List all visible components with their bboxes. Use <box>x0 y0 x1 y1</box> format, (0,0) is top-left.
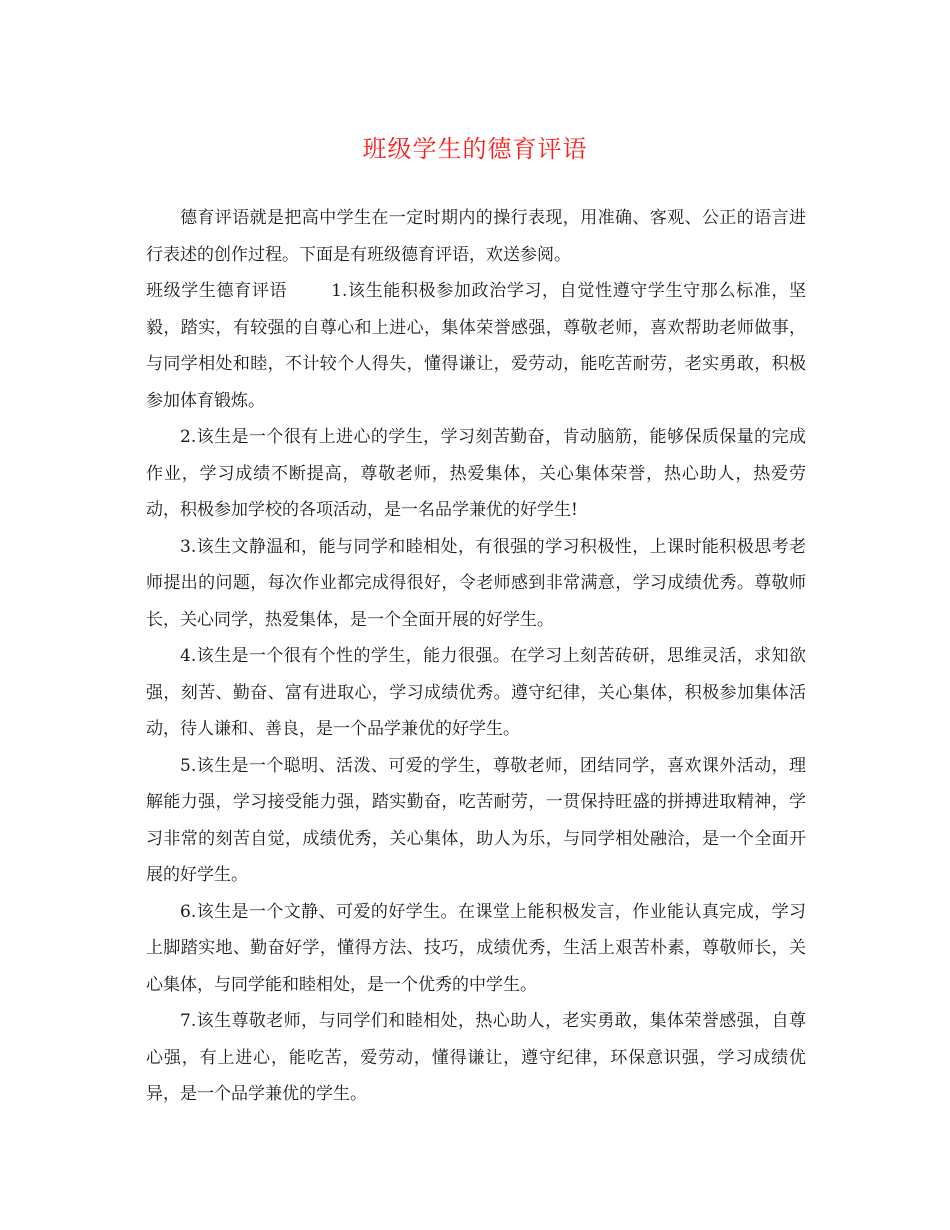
comment-item-6: 6.该生是一个文静、可爱的好学生。在课堂上能积极发言，作业能认真完成，学习上脚踏实地、勤奋好学，懂得方法、技巧，成绩优秀，生活上艰苦朴素，尊敬师长，关心集体，与同学能和睦相处，是一个优秀的中学生。 <box>146 901 806 995</box>
page-title: 班级学生的德育评语 <box>362 135 588 163</box>
comment-item-5: 5.该生是一个聪明、活泼、可爱的学生，尊敬老师，团结同学，喜欢课外活动，理解能力强，学习接受能力强，踏实勤奋，吃苦耐劳，一贯保持旺盛的拼搏进取精神，学习非常的刻苦自觉，成绩优秀，关心集体，助人为乐，与同学相处融洽，是一个全面开展的好学生。 <box>146 755 806 885</box>
comment-item-7: 7.该生尊敬老师，与同学们和睦相处，热心助人，老实勇敢，集体荣誉感强，自尊心强，有上进心，能吃苦，爱劳动，懂得谦让，遵守纪律，环保意识强，学习成绩优异，是一个品学兼优的学生。 <box>146 1011 806 1104</box>
section-paragraph-1 <box>146 273 806 419</box>
section-heading: 班级学生德育评语 <box>146 281 288 301</box>
intro-paragraph: 德育评语就是把高中学生在一定时期内的操行表现，用准确、客观、公正的语言进行表述的创作过程。下面是有班级德育评语，欢送参阅。 <box>146 208 806 265</box>
comment-item-1: 1.该生能积极参加政治学习，自觉性遵守学生守那么标准，坚毅，踏实，有较强的自尊心和上进心，集体荣誉感强，尊敬老师，喜欢帮助老师做事，与同学相处和睦，不计较个人得失，懂得谦让，爱劳动，能吃苦耐劳，老实勇敢，积极参加体育锻炼。 <box>146 281 806 411</box>
comment-item-2: 2.该生是一个很有上进心的学生，学习刻苦勤奋，肯动脑筋，能够保质保量的完成作业，学习成绩不断提高，尊敬老师，热爱集体，关心集体荣誉，热心助人，热爱劳动，积极参加学校的各项活动，是一名品学兼优的好学生! <box>146 427 806 520</box>
comment-item-3: 3.该生文静温和，能与同学和睦相处，有很强的学习积极性，上课时能积极思考老师提出的问题，每次作业都完成得很好，令老师感到非常满意，学习成绩优秀。尊敬师长，关心同学，热爱集体，是一个全面开展的好学生。 <box>146 536 806 630</box>
comment-item-4: 4.该生是一个很有个性的学生，能力很强。在学习上刻苦砖研，思维灵活，求知欲强，刻苦、勤奋、富有进取心，学习成绩优秀。遵守纪律，关心集体，积极参加集体活动，待人谦和、善良，是一个品学兼优的好学生。 <box>146 646 806 739</box>
document-body <box>146 200 806 1113</box>
